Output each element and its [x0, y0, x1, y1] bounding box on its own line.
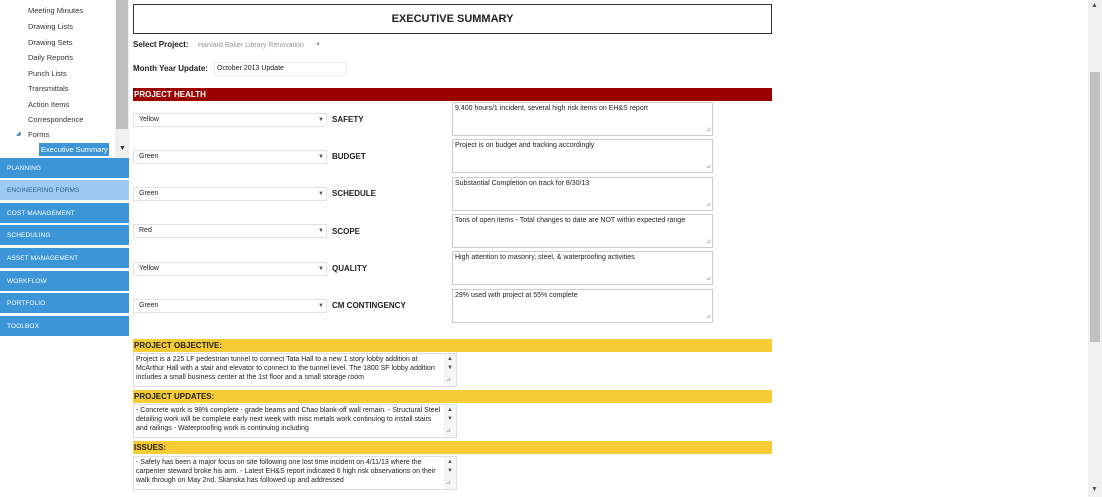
- tree-item-drawing-lists[interactable]: Drawing Lists: [28, 22, 74, 31]
- month-year-input[interactable]: October 2013 Update: [214, 62, 347, 76]
- comment-text: 29% used with project at 55% complete: [455, 292, 578, 299]
- resize-grip-icon[interactable]: ⊿: [705, 239, 711, 245]
- schedule-status-select[interactable]: [133, 187, 327, 201]
- schedule-label: SCHEDULE: [332, 189, 377, 198]
- expand-arrow-icon[interactable]: ◢: [16, 131, 21, 137]
- scroll-down-arrow-icon[interactable]: ▼: [119, 145, 126, 152]
- project-health-header: PROJECT HEALTH: [133, 88, 772, 101]
- scroll-down-arrow-icon[interactable]: ▼: [447, 416, 453, 422]
- cm-contingency-label: CM CONTINGENCY: [332, 301, 406, 310]
- status-value: Green: [139, 153, 159, 160]
- nav-toolbox[interactable]: TOOLBOX: [0, 316, 129, 337]
- resize-grip-icon[interactable]: ⊿: [705, 164, 711, 170]
- project-objective-textarea[interactable]: [133, 353, 457, 387]
- tree-item-drawing-sets[interactable]: Drawing Sets: [28, 38, 73, 47]
- safety-label: SAFETY: [332, 115, 364, 124]
- scroll-down-arrow-icon[interactable]: ▼: [1091, 486, 1098, 493]
- nav-workflow[interactable]: WORKFLOW: [0, 271, 129, 292]
- tree-item-meeting-minutes[interactable]: Meeting Minutes: [28, 6, 84, 15]
- issues-header: ISSUES:: [133, 441, 772, 454]
- chevron-down-icon: ▼: [315, 42, 321, 48]
- status-value: Green: [139, 190, 159, 197]
- status-value: Red: [139, 227, 152, 234]
- resize-grip-icon[interactable]: ⊿: [705, 127, 711, 133]
- budget-label: BUDGET: [332, 152, 366, 161]
- schedule-comment[interactable]: [452, 177, 713, 211]
- comment-text: High attention to masonry, steel, & waterproofing activities: [455, 254, 635, 261]
- tree-item-daily-reports[interactable]: Daily Reports: [28, 53, 74, 62]
- scroll-up-arrow-icon[interactable]: ▲: [447, 459, 453, 465]
- tree-item-punch-lists[interactable]: Punch Lists: [28, 69, 67, 78]
- project-updates-textarea[interactable]: [133, 404, 457, 438]
- month-year-label: Month Year Update:: [133, 64, 208, 73]
- quality-comment[interactable]: [452, 251, 713, 285]
- chevron-down-icon: ▼: [318, 266, 324, 272]
- safety-comment[interactable]: [452, 102, 713, 136]
- scroll-down-arrow-icon[interactable]: ▼: [447, 365, 453, 371]
- page-scrollbar-thumb[interactable]: [1090, 72, 1100, 342]
- comment-text: Tons of open items - Total changes to date are NOT within expected range: [455, 217, 686, 224]
- scope-comment[interactable]: [452, 214, 713, 248]
- textarea-content: - Concrete work is 98% complete - grade beams and Chao blank-off wall remain. - Structural Steel detailing work will be complete early next week with misc metals work continuing to install stairs and railings - Waterproofing work is continuing including: [136, 407, 441, 432]
- nav-engineering-forms[interactable]: ENGINEERING FORMS: [0, 180, 129, 201]
- nav-cost-management[interactable]: COST MANAGEMENT: [0, 203, 129, 224]
- scroll-up-arrow-icon[interactable]: ▲: [447, 356, 453, 362]
- quality-status-select[interactable]: [133, 262, 327, 276]
- tree-panel: [0, 0, 129, 158]
- scope-status-select[interactable]: [133, 224, 327, 238]
- nav-asset-management[interactable]: ASSET MANAGEMENT: [0, 248, 129, 269]
- issues-textarea[interactable]: [133, 456, 457, 490]
- comment-text: 9,400 hours/1 incident, several high risk items on EH&S report: [455, 105, 648, 112]
- textarea-content: Project is a 225 LF pedestrian tunnel to connect Tata Hall to a new 1 story lobby addition at McArthur Hall with a stair and elevator to connect to the tunnel level. The 1800 SF lobby addition includes a small business center at the 1st floor and a small storage room: [136, 356, 435, 381]
- resize-grip-icon[interactable]: ⊿: [705, 202, 711, 208]
- resize-grip-icon[interactable]: ⊿: [446, 480, 452, 486]
- textarea-scrollbar[interactable]: [444, 405, 456, 437]
- chevron-down-icon: ▼: [318, 154, 324, 160]
- cm-contingency-comment[interactable]: [452, 289, 713, 323]
- chevron-down-icon: ▼: [318, 228, 324, 234]
- scroll-up-arrow-icon[interactable]: ▲: [447, 407, 453, 413]
- resize-grip-icon[interactable]: ⊿: [446, 428, 452, 434]
- project-updates-header: PROJECT UPDATES:: [133, 390, 772, 403]
- project-objective-header: PROJECT OBJECTIVE:: [133, 339, 772, 352]
- textarea-content: - Safety has been a major focus on site following one lost time incident on 4/11/13 where the carpenter steward broke his arm. - Latest EH&S report indicated 6 high risk observations on their walk through on May 2nd. Skanska has followed up and addressed: [136, 459, 436, 484]
- scroll-up-arrow-icon[interactable]: ▲: [1091, 2, 1098, 9]
- comment-text: Substantial Completion on track for 8/30/13: [455, 180, 590, 187]
- chevron-down-icon: ▼: [318, 191, 324, 197]
- tree-item-forms[interactable]: Forms: [28, 130, 50, 139]
- quality-label: QUALITY: [332, 264, 368, 273]
- textarea-scrollbar[interactable]: [444, 354, 456, 386]
- scope-label: SCOPE: [332, 227, 361, 236]
- tree-item-executive-summary[interactable]: Executive Summary: [41, 145, 108, 154]
- select-project-label: Select Project:: [133, 40, 189, 49]
- resize-grip-icon[interactable]: ⊿: [446, 377, 452, 383]
- tree-scrollbar[interactable]: [115, 0, 129, 158]
- chevron-down-icon: ▼: [318, 303, 324, 309]
- textarea-scrollbar[interactable]: [444, 457, 456, 489]
- scroll-down-arrow-icon[interactable]: ▼: [447, 468, 453, 474]
- budget-comment[interactable]: [452, 139, 713, 173]
- status-value: Yellow: [139, 265, 159, 272]
- page-title: EXECUTIVE SUMMARY: [133, 4, 772, 34]
- status-value: Yellow: [139, 116, 159, 123]
- project-select-value: Harvard Baker Library Renovation: [198, 42, 304, 49]
- comment-text: Project is on budget and tracking accordingly: [455, 142, 595, 149]
- tree-scrollbar-thumb[interactable]: [116, 0, 128, 129]
- chevron-down-icon: ▼: [318, 117, 324, 123]
- tree-item-transmittals[interactable]: Transmittals: [28, 84, 69, 93]
- resize-grip-icon[interactable]: ⊿: [705, 314, 711, 320]
- resize-grip-icon[interactable]: ⊿: [705, 276, 711, 282]
- tree-item-correspondence[interactable]: Correspondence: [28, 115, 84, 124]
- status-value: Green: [139, 302, 159, 309]
- nav-scheduling[interactable]: SCHEDULING: [0, 225, 129, 246]
- tree-item-action-items[interactable]: Action Items: [28, 100, 70, 109]
- budget-status-select[interactable]: [133, 150, 327, 164]
- nav-planning[interactable]: PLANNING: [0, 158, 129, 179]
- nav-portfolio[interactable]: PORTFOLIO: [0, 293, 129, 314]
- page-scrollbar[interactable]: [1088, 0, 1102, 497]
- project-select[interactable]: [195, 39, 325, 52]
- cm-contingency-status-select[interactable]: [133, 299, 327, 313]
- safety-status-select[interactable]: [133, 113, 327, 127]
